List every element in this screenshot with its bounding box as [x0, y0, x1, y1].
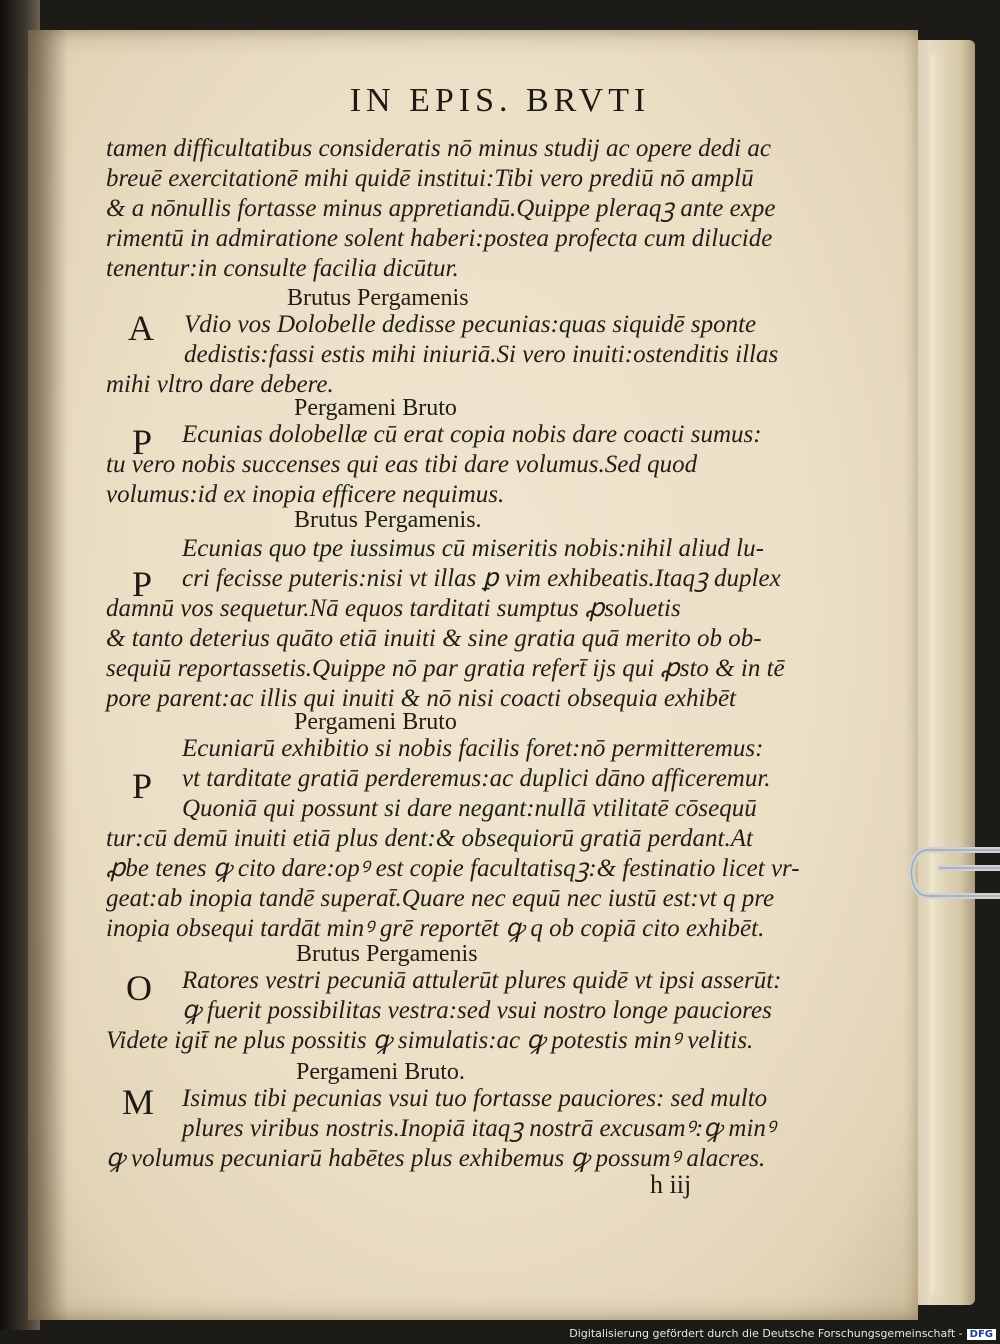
letter-line: & tanto deterius quāto etiā inuiti & sine gratia quā merito ob ob-	[106, 625, 762, 652]
book-edge-pages	[930, 55, 952, 1295]
intro-line: tamen difficultatibus consideratis nō minus studij ac opere dedi ac	[106, 135, 771, 162]
intro-line: tenentur:in consulte facilia dicūtur.	[106, 255, 459, 282]
initial-letter: O	[126, 968, 152, 1008]
letter-heading: Pergameni Bruto	[294, 395, 457, 421]
initial-letter: P	[132, 564, 153, 604]
letter-line: inopia obsequi tardāt minꝰ grē reportēt ꝙ q ob copiā cito exhibēt.	[106, 915, 765, 942]
initial-letter: M	[122, 1082, 155, 1122]
letter-line: Ecuniarū exhibitio si nobis facilis foret:nō permitteremus:	[182, 735, 764, 762]
intro-line: & a nōnullis fortasse minus appretiandū.Quippe pleraqꝫ ante expe	[106, 195, 776, 222]
letter-heading: Brutus Pergamenis.	[294, 507, 482, 533]
initial-letter: A	[128, 308, 154, 348]
letter-line: cri fecisse puteris:nisi vt illas ꝑ vim exhibeatis.Itaqꝫ duplex	[182, 565, 781, 592]
letter-line: vt tarditate gratiā perderemus:ac duplici dāno afficeremur.	[182, 765, 771, 792]
signature-mark: h iij	[650, 1170, 692, 1199]
letter-heading: Brutus Pergamenis	[287, 285, 469, 311]
running-header: IN EPIS. BRVTI	[349, 82, 651, 119]
initial-letter: P	[132, 766, 153, 806]
footer-credit-text: Digitalisierung gefördert durch die Deutsche Forschungsgemeinschaft -	[569, 1327, 963, 1340]
letter-line: pore parent:ac illis qui inuiti & nō nisi coacti obsequia exhibēt	[106, 685, 737, 712]
letter-line: ꝙ fuerit possibilitas vestra:sed vsui nostro longe pauciores	[182, 997, 772, 1024]
letter-line: Quoniā qui possunt si dare negant:nullā vtilitatē cōsequū	[182, 795, 757, 822]
footer-credit	[569, 1327, 996, 1340]
letter-line: Isimus tibi pecunias vsui tuo fortasse pauciores: sed multo	[182, 1085, 768, 1112]
letter-line: Ecunias quo tpe iussimus cū miseritis nobis:nihil aliud lu-	[182, 535, 764, 562]
letter-line: ꝙ volumus pecuniarū habētes plus exhibemus ꝙ possumꝰ alacres.	[106, 1145, 766, 1172]
letter-line: Vdio vos Dolobelle dedisse pecunias:quas siquidē sponte	[184, 311, 757, 338]
letter-line: ꝓbe tenes ꝙ cito dare:opꝰ est copie facultatisqꝫ:& festinatio licet vr-	[106, 855, 800, 882]
intro-line: rimentū in admiratione solent haberi:postea profecta cum dilucide	[106, 225, 773, 252]
letter-heading: Pergameni Bruto	[294, 709, 457, 735]
letter-line: tu vero nobis succenses qui eas tibi dare volumus.Sed quod	[106, 451, 698, 478]
letter-line: Videte igit̄ ne plus possitis ꝙ simulatis:ac ꝙ potestis minꝰ velitis.	[106, 1027, 754, 1054]
letter-line: tur:cū demū inuiti etiā plus dent:& obsequiorū gratiā perdant.At	[106, 825, 753, 852]
intro-line: breuē exercitationē mihi quidē institui:Tibi vero prediū nō amplū	[106, 165, 754, 192]
letter-line: Ecunias dolobellæ cū erat copia nobis dare coacti sumus:	[182, 421, 762, 448]
dfg-logo: DFG	[967, 1329, 996, 1340]
letter-line: dedistis:fassi estis mihi iniuriā.Si vero inuiti:ostenditis illas	[184, 341, 779, 368]
letter-line: mihi vltro dare debere.	[106, 371, 334, 398]
letter-line: plures viribus nostris.Inopiā itaqꝫ nostrā excusamꝰ:ꝙ minꝰ	[182, 1115, 776, 1142]
letter-heading: Pergameni Bruto.	[296, 1059, 465, 1085]
letter-line: damnū vos sequetur.Nā equos tarditati sumptus ꝓsoluetis	[106, 595, 681, 622]
paper-clip-icon	[888, 818, 1000, 918]
letter-line: sequiū reportassetis.Quippe nō par gratia refert̄ ijs qui ꝓsto & in tē	[106, 655, 785, 682]
letter-line: Ratores vestri pecuniā attulerūt plures quidē vt ipsi asserūt:	[182, 967, 782, 994]
page-gutter	[28, 30, 68, 1320]
letter-line: volumus:id ex inopia efficere nequimus.	[106, 481, 505, 508]
letter-heading: Brutus Pergamenis	[296, 941, 478, 967]
letter-line: geat:ab inopia tandē superat̄.Quare nec equū nec iustū est:vt q pre	[106, 885, 775, 912]
initial-letter: P	[132, 422, 153, 462]
